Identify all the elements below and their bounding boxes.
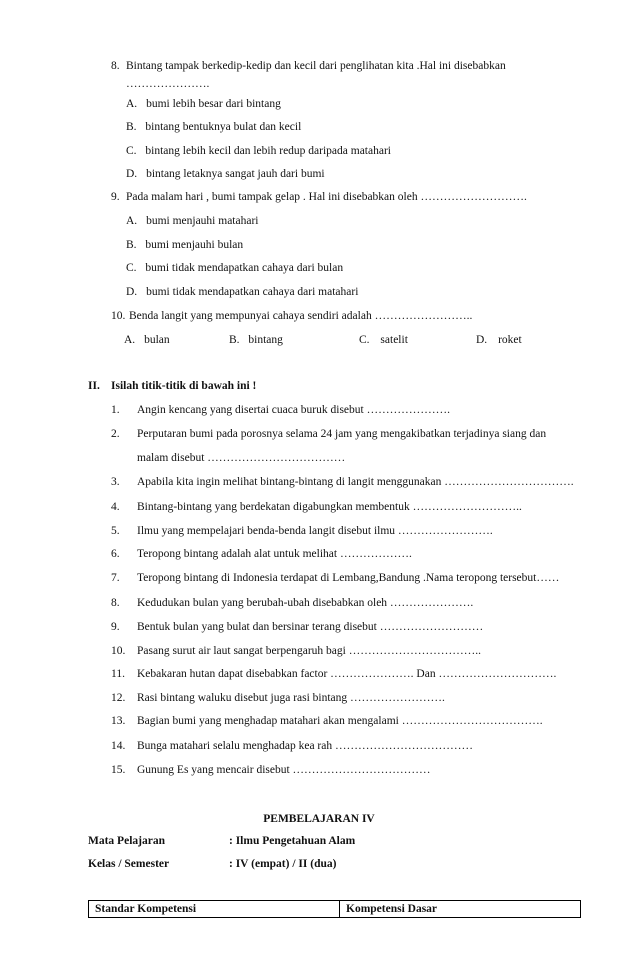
q9-number: 9. (111, 191, 120, 203)
subject-value: : Ilmu Pengetahuan Alam (229, 835, 356, 847)
q9-option-d (126, 286, 358, 298)
list-item-number: 11. (111, 668, 125, 680)
q8-option-d (126, 168, 325, 180)
q9-text: Pada malam hari , bumi tampak gelap . Hal ini disebabkan oleh ………………………. (126, 191, 527, 203)
list-item-number: 1. (111, 404, 120, 416)
option-text: bumi tidak mendapatkan cahaya dari bulan (145, 262, 344, 274)
q10-option-c (359, 334, 408, 346)
list-item-text: Bagian bumi yang menghadap matahari akan mengalami ………………………………. (137, 715, 543, 727)
q8-option-c (126, 145, 391, 157)
list-item-number: 8. (111, 597, 120, 609)
list-item-number: 12. (111, 692, 126, 704)
q8-option-a (126, 98, 281, 110)
option-text: bumi lebih besar dari bintang (146, 98, 281, 110)
list-item-number: 13. (111, 715, 126, 727)
class-value: : IV (empat) / II (dua) (229, 858, 337, 870)
q8-option-b (126, 121, 301, 133)
competency-table (88, 900, 581, 918)
option-letter: C. (126, 145, 137, 157)
list-item-text: Teropong bintang adalah alat untuk melihat ………………. (137, 548, 412, 560)
list-item-number: 5. (111, 525, 120, 537)
list-item-text: Apabila kita ingin melihat bintang-bintang di langit menggunakan ……………………………. (137, 476, 574, 488)
option-letter: A. (126, 98, 138, 110)
q8-continuation: …………………. (126, 78, 210, 90)
list-item-number: 14. (111, 740, 126, 752)
option-letter: C. (359, 334, 370, 346)
section2-heading: Isilah titik-titik di bawah ini ! (111, 380, 257, 392)
option-letter: D. (476, 334, 488, 346)
q10-option-b (229, 334, 283, 346)
section2-numeral: II. (88, 380, 100, 392)
option-text: satelit (380, 334, 408, 346)
q9-option-a (126, 215, 258, 227)
class-label: Kelas / Semester (88, 858, 170, 870)
list-item-text: Bintang-bintang yang berdekatan digabungkan membentuk ……………………….. (137, 501, 522, 513)
list-item-text: Gunung Es yang mencair disebut ……………………………… (137, 764, 431, 776)
list-item-number: 10. (111, 645, 126, 657)
list-item-text: Rasi bintang waluku disebut juga rasi bintang ……………………. (137, 692, 445, 704)
option-text: roket (498, 334, 522, 346)
q9-option-b (126, 239, 243, 251)
option-letter: C. (126, 262, 137, 274)
option-letter: A. (126, 215, 138, 227)
list-item-number: 6. (111, 548, 120, 560)
list-item-text: Bentuk bulan yang bulat dan bersinar terang disebut ……………………… (137, 621, 484, 633)
table-header-standard: Standar Kompetensi (89, 901, 340, 918)
list-item-number: 3. (111, 476, 120, 488)
list-item-text: Angin kencang yang disertai cuaca buruk disebut …………………. (137, 404, 450, 416)
option-letter: B. (229, 334, 240, 346)
list-item-text: malam disebut ……………………………… (137, 452, 346, 464)
option-letter: D. (126, 168, 138, 180)
option-text: bintang (248, 334, 283, 346)
table-header-basic: Kompetensi Dasar (340, 901, 581, 918)
q9-option-c (126, 262, 343, 274)
list-item-text: Kedudukan bulan yang berubah-ubah disebabkan oleh …………………. (137, 597, 474, 609)
list-item-number: 7. (111, 572, 120, 584)
list-item-number: 4. (111, 501, 120, 513)
list-item-text: Teropong bintang di Indonesia terdapat di Lembang,Bandung .Nama teropong tersebut…… (137, 572, 560, 584)
option-text: bumi tidak mendapatkan cahaya dari matahari (146, 286, 359, 298)
option-letter: A. (124, 334, 136, 346)
option-text: bintang letaknya sangat jauh dari bumi (146, 168, 325, 180)
option-text: bintang lebih kecil dan lebih redup daripada matahari (145, 145, 391, 157)
list-item-number: 2. (111, 428, 120, 440)
lesson-title: PEMBELAJARAN IV (263, 813, 375, 825)
option-letter: D. (126, 286, 138, 298)
q10-number: 10. (111, 310, 126, 322)
q8-text: Bintang tampak berkedip-kedip dan kecil dari penglihatan kita .Hal ini disebabkan (126, 60, 506, 72)
q10-option-a (124, 334, 170, 346)
option-letter: B. (126, 121, 137, 133)
option-text: bulan (144, 334, 170, 346)
list-item-text: Perputaran bumi pada porosnya selama 24 jam yang mengakibatkan terjadinya siang dan (137, 428, 547, 440)
option-text: bumi menjauhi bulan (145, 239, 244, 251)
table-header-row (89, 901, 581, 918)
list-item-text: Kebakaran hutan dapat disebabkan factor …………………. Dan …………………………. (137, 668, 557, 680)
list-item-text: Pasang surut air laut sangat berpengaruh bagi …………………………….. (137, 645, 481, 657)
subject-label: Mata Pelajaran (88, 835, 165, 847)
option-text: bumi menjauhi matahari (146, 215, 259, 227)
list-item-number: 9. (111, 621, 120, 633)
list-item-text: Ilmu yang mempelajari benda-benda langit disebut ilmu ……………………. (137, 525, 493, 537)
option-letter: B. (126, 239, 137, 251)
q10-option-d (476, 334, 522, 346)
q10-text: Benda langit yang mempunyai cahaya sendiri adalah …………………….. (129, 310, 473, 322)
q8-number: 8. (111, 60, 120, 72)
option-text: bintang bentuknya bulat dan kecil (145, 121, 302, 133)
list-item-text: Bunga matahari selalu menghadap kea rah ……………………………… (137, 740, 473, 752)
list-item-number: 15. (111, 764, 126, 776)
